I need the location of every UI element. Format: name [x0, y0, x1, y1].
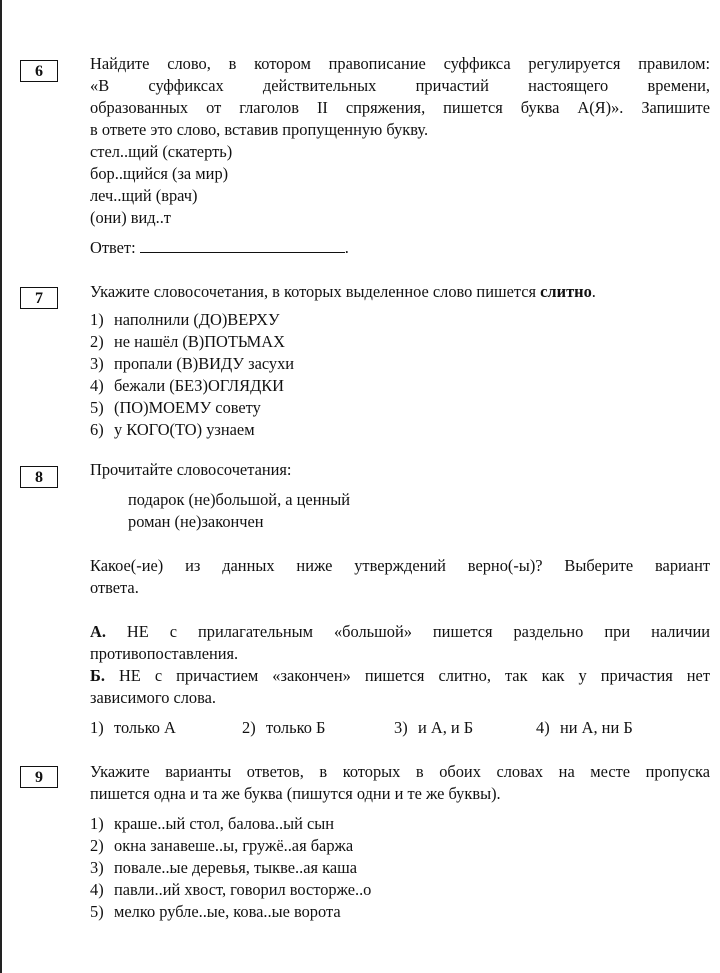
statement-label: Б. — [90, 666, 105, 685]
page-left-border — [0, 0, 2, 973]
phrase-item: подарок (не)большой, а ценный — [128, 490, 351, 509]
answer-end: . — [344, 238, 349, 257]
option-text: только Б — [266, 718, 326, 737]
answer-option[interactable] — [90, 717, 176, 739]
list-item[interactable] — [90, 419, 710, 441]
option-number: 1) — [90, 718, 104, 737]
answer-blank[interactable] — [140, 238, 345, 253]
option-text: повале..ые деревья, тыкве..ая каша — [114, 858, 358, 877]
word-item: леч..щий (врач) — [90, 186, 198, 205]
option-number: 5) — [90, 902, 104, 921]
statement-text: НЕ с причастием «закончен» пишется слитно, так как у причастия нет — [104, 666, 710, 685]
answer-options — [90, 717, 710, 739]
option-number: 2) — [90, 836, 104, 855]
instruction-line: Найдите слово, в котором правописание суффикса регулируется правилом: — [90, 54, 710, 73]
option-text: павли..ий хвост, говорил восторже..о — [114, 880, 372, 899]
task-8-content — [90, 459, 710, 739]
statement-label: А. — [90, 622, 106, 641]
option-text: не нашёл (В)ПОТЬМАХ — [114, 332, 285, 351]
option-number: 4) — [536, 718, 550, 737]
answer-line — [90, 237, 710, 259]
statement-text: НЕ с прилагательным «большой» пишется раздельно при наличии — [105, 622, 710, 641]
option-number: 2) — [242, 718, 256, 737]
word-item: (они) вид..т — [90, 208, 171, 227]
instruction-line — [90, 281, 710, 303]
answer-option[interactable] — [536, 717, 633, 739]
phrases-block — [90, 489, 710, 533]
option-number: 1) — [90, 814, 104, 833]
option-number: 6) — [90, 420, 104, 439]
instruction-line: пишется одна и та же буква (пишутся одни и те же буквы). — [90, 784, 501, 803]
options-list — [90, 309, 710, 441]
statements-block — [90, 621, 710, 709]
instruction-line: Прочитайте словосочетания: — [90, 460, 292, 479]
answer-option[interactable] — [394, 717, 473, 739]
statement-a — [90, 621, 710, 643]
list-item[interactable] — [90, 331, 710, 353]
option-number: 5) — [90, 398, 104, 417]
list-item[interactable] — [90, 857, 710, 879]
option-text: бежали (БЕЗ)ОГЛЯДКИ — [114, 376, 285, 395]
list-item[interactable] — [90, 879, 710, 901]
option-text: окна занавеше..ы, гружё..ая баржа — [114, 836, 354, 855]
option-text: пропали (В)ВИДУ засухи — [114, 354, 295, 373]
option-number: 4) — [90, 880, 104, 899]
instruction-end: . — [591, 282, 596, 301]
instruction-line: Укажите варианты ответов, в которых в обоих словах на месте пропуска — [90, 762, 710, 781]
answer-label: Ответ: — [90, 238, 136, 257]
list-item[interactable] — [90, 835, 710, 857]
option-text: и А, и Б — [418, 718, 474, 737]
word-item: бор..щийся (за мир) — [90, 164, 229, 183]
statement-a-cont: противопоставления. — [90, 644, 239, 663]
task-6-content — [90, 53, 710, 259]
list-item[interactable] — [90, 397, 710, 419]
option-text: мелко рубле..ые, кова..ые ворота — [114, 902, 341, 921]
list-item[interactable] — [90, 309, 710, 331]
option-text: только А — [114, 718, 176, 737]
answer-option[interactable] — [242, 717, 325, 739]
question-block — [90, 555, 710, 599]
list-item[interactable] — [90, 353, 710, 375]
task-number-box: 6 — [20, 60, 58, 82]
option-text: ни А, ни Б — [560, 718, 633, 737]
option-text: у КОГО(ТО) узнаем — [114, 420, 255, 439]
option-number: 1) — [90, 310, 104, 329]
list-item[interactable] — [90, 375, 710, 397]
statement-b — [90, 665, 710, 687]
task-7-content — [90, 281, 710, 441]
statement-b-cont: зависимого слова. — [90, 688, 217, 707]
option-number: 3) — [90, 858, 104, 877]
options-list — [90, 813, 710, 923]
word-item: стел..щий (скатерть) — [90, 142, 233, 161]
question-line: Какое(-ие) из данных ниже утверждений верно(-ы)? Выберите вариант — [90, 556, 710, 575]
task-number-box: 7 — [20, 287, 58, 309]
option-number: 4) — [90, 376, 104, 395]
option-text: краше..ый стол, балова..ый сын — [114, 814, 335, 833]
task-number-box: 9 — [20, 766, 58, 788]
option-number: 2) — [90, 332, 104, 351]
phrase-item: роман (не)закончен — [128, 512, 264, 531]
task-number-box: 8 — [20, 466, 58, 488]
question-line: ответа. — [90, 578, 139, 597]
task-9-content — [90, 761, 710, 923]
option-number: 3) — [394, 718, 408, 737]
list-item[interactable] — [90, 901, 710, 923]
instruction-line: «В суффиксах действительных причастий настоящего времени, — [90, 76, 710, 95]
instruction-line: в ответе это слово, вставив пропущенную букву. — [90, 120, 429, 139]
instruction-text: Укажите словосочетания, в которых выделенное слово пишется — [90, 282, 541, 301]
instruction-bold: слитно — [540, 282, 592, 301]
list-item[interactable] — [90, 813, 710, 835]
option-text: наполнили (ДО)ВЕРХУ — [114, 310, 280, 329]
instruction-line: образованных от глаголов II спряжения, пишется буква А(Я)». Запишите — [90, 98, 710, 117]
option-text: (ПО)МОЕМУ совету — [114, 398, 261, 417]
option-number: 3) — [90, 354, 104, 373]
